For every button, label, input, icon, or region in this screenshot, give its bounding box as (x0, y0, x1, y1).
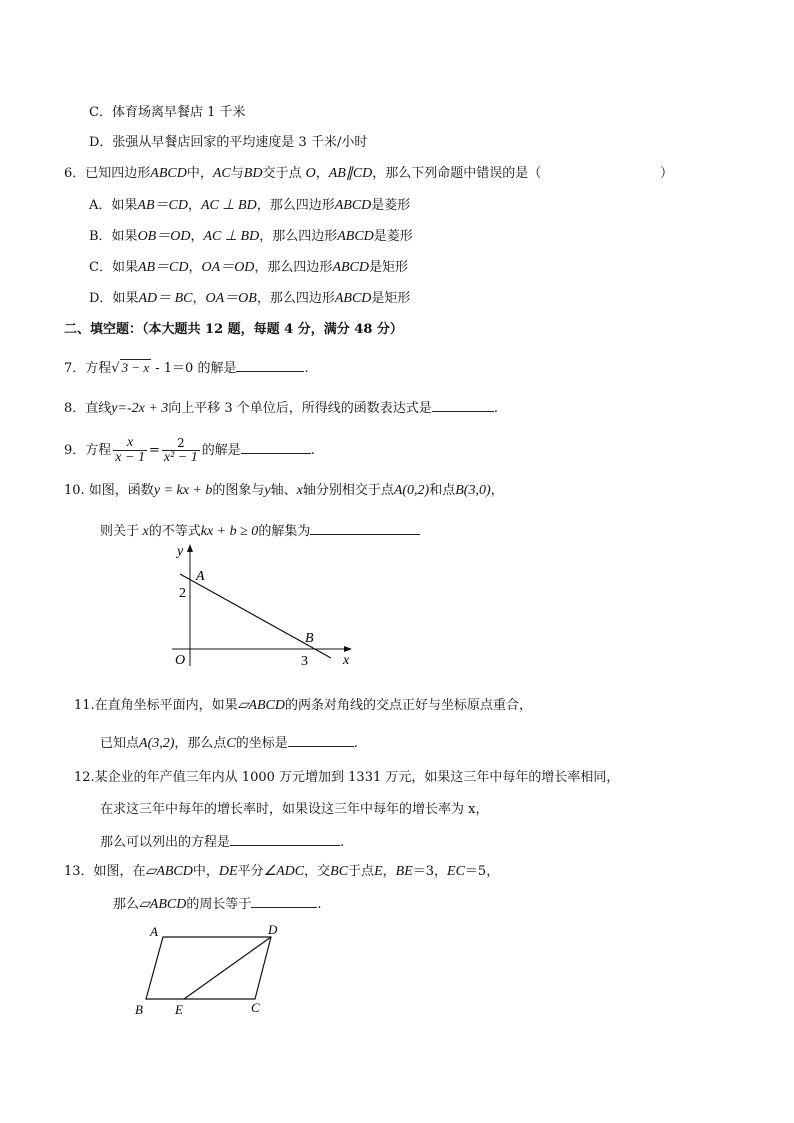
q7 (64, 358, 309, 378)
q6-option-c (89, 259, 408, 277)
q13-text: 那么 (113, 897, 140, 912)
label-a: A (196, 569, 205, 584)
q6-text: ， (315, 166, 329, 181)
q10-text: 轴分别相交于点 (302, 483, 394, 498)
q13-parallelogram: ▱ABCD (139, 897, 187, 912)
section-title: 二、填空题： (64, 322, 143, 337)
q13-figure (130, 920, 290, 1020)
q9-num2: 2 (162, 436, 200, 451)
label-y: y (177, 544, 184, 559)
q9-den1: x − 1 (115, 450, 145, 465)
q13-be: BE (395, 864, 413, 879)
tick-2: 2 (179, 586, 186, 601)
label-b: B (305, 631, 314, 646)
option-cond2: AC ⊥ BD (200, 198, 257, 213)
x-axis-arrow-icon (344, 646, 352, 652)
label-c: C (251, 1000, 260, 1015)
q7-end: . (304, 361, 309, 376)
q9 (64, 434, 315, 468)
sqrt-symbol: √ (111, 361, 120, 376)
q10-text: 轴、 (270, 483, 297, 498)
q13-text: ＝5， (464, 864, 500, 879)
option-label: D．如果 (89, 291, 139, 306)
option-quad: ABCD (334, 198, 372, 213)
q9-end: . (310, 443, 315, 458)
label-x: x (343, 653, 350, 668)
q6-option-d (89, 290, 410, 308)
q11-answer-blank[interactable] (288, 733, 354, 747)
tick-3: 3 (301, 654, 308, 669)
q13-bc: BC (330, 864, 349, 879)
q11-text: 的坐标是 (235, 736, 288, 751)
q10-graph (160, 538, 370, 673)
q10-x: x (139, 524, 149, 539)
q9-rest: 的解是 (201, 443, 241, 458)
option-result: 是矩形 (371, 291, 411, 306)
option-cond2: AC ⊥ BD (203, 229, 260, 244)
section-desc: （本大题共 12 题，每题 4 分，满分 48 分） (142, 322, 403, 337)
label-e: E (175, 1002, 183, 1017)
option-quad: ABCD (337, 229, 374, 244)
q6-ac: AC (212, 166, 231, 181)
q9-num1: x (113, 436, 147, 451)
q7-prefix: 7．方程 (64, 361, 112, 376)
q11-point-c: C (226, 736, 236, 751)
q12-end: . (340, 835, 345, 850)
q11-text: 11.在直角坐标平面内，如果 (74, 698, 238, 713)
q13-text: ＝3， (412, 864, 448, 879)
q9-fraction-2 (162, 436, 200, 465)
option-sep: ， (187, 198, 201, 213)
option-then: ，那么四边形 (254, 260, 333, 275)
q8-end: . (493, 401, 498, 416)
option-sep: ， (190, 229, 204, 244)
option-then: ，那么四边形 (259, 229, 338, 244)
option-cond1: OB＝OD (137, 229, 191, 244)
q11-point-a: A(3,2) (139, 736, 175, 751)
q10-inequality: kx + b ≥ 0 (200, 524, 259, 539)
q13-end: . (317, 897, 322, 912)
q6-option-b (89, 228, 413, 246)
q9-prefix: 9．方程 (64, 443, 112, 458)
q6-o: O (305, 166, 316, 181)
q10-line1 (64, 482, 504, 500)
q6-text: 中， (186, 166, 213, 181)
parallelogram (146, 937, 271, 999)
q13-de: DE (218, 864, 238, 879)
section-heading (64, 321, 403, 339)
option-result: 是矩形 (369, 260, 409, 275)
q13-text: ，交 (304, 864, 331, 879)
q6-bd: BD (243, 166, 263, 181)
q10-point-a: A(0,2) (393, 483, 430, 498)
q13-answer-blank[interactable] (251, 894, 317, 908)
q11-end: . (353, 736, 358, 751)
q8-prefix: 8．直线 (64, 401, 112, 416)
q13-text: 13．如图，在 (64, 864, 146, 879)
q12-text: 那么可以列出的方程是 (100, 835, 231, 850)
q13-line1 (64, 863, 499, 881)
q13-text: 中， (192, 864, 219, 879)
q11-text: 的两条对角线的交点正好与坐标原点重合， (285, 698, 533, 713)
option-then: ，那么四边形 (256, 198, 335, 213)
q9-den2: x² − 1 (163, 450, 198, 465)
q7-answer-blank[interactable] (236, 358, 304, 372)
label-d: D (268, 922, 278, 937)
q6-text: 交于点 (262, 166, 302, 181)
q8 (64, 398, 498, 418)
q13-text: 于点 (348, 864, 375, 879)
q6-stem-end: ，那么下列命题中错误的是（ (372, 166, 542, 181)
q12-line1: 12.某企业的年产值三年内从 1000 万元增加到 1331 万元，如果这三年中每年的增长率相同， (74, 770, 620, 785)
q12-answer-blank[interactable] (230, 832, 340, 846)
label-b: B (135, 1002, 143, 1017)
q11-line2 (100, 733, 358, 753)
q6-abcd: ABCD (150, 166, 187, 181)
option-sep: ， (188, 260, 202, 275)
q5-option-c: C．体育场离早餐店 1 千米 (89, 105, 246, 120)
q9-fraction-1 (113, 436, 147, 465)
option-cond2: OA＝OB (205, 291, 257, 306)
option-sep: ， (192, 291, 206, 306)
q6-paren-close: ） (660, 166, 674, 181)
q13-line2 (113, 894, 322, 914)
q10-y: y (264, 483, 271, 498)
q10-text: 的不等式 (148, 524, 201, 539)
option-result: 是菱形 (371, 198, 411, 213)
label-origin: O (175, 653, 186, 668)
option-cond1: AB＝CD (137, 260, 189, 275)
q10-text: 10. 如图，函数 (64, 483, 154, 498)
q11-text: ，那么点 (174, 736, 227, 751)
option-then: ，那么四边形 (256, 291, 335, 306)
option-label: B．如果 (89, 229, 138, 244)
option-label: A．如果 (89, 198, 138, 213)
q8-answer-blank[interactable] (432, 398, 494, 412)
q10-answer-blank[interactable] (310, 521, 420, 535)
q10-text: ， (490, 483, 504, 498)
option-quad: ABCD (332, 260, 369, 275)
q12-line3 (100, 832, 344, 852)
q6-stem (64, 165, 541, 183)
q9-eq: = (148, 443, 160, 458)
q13-text: 平分 (237, 864, 264, 879)
q13-angle: ∠ADC (263, 864, 305, 879)
q13-parallelogram: ▱ABCD (145, 864, 193, 879)
y-axis-arrow-icon (187, 544, 193, 552)
q8-rest: 向上平移 3 个单位后，所得线的函数表达式是 (168, 401, 432, 416)
q6-option-a (89, 197, 410, 215)
q10-text: 的图象与 (212, 483, 265, 498)
q6-stem-prefix: 6．已知四边形 (64, 166, 151, 181)
q6-text: 与 (230, 166, 244, 181)
option-result: 是菱形 (373, 229, 413, 244)
q7-rest: - 1＝0 的解是 (151, 361, 237, 376)
q10-point-b: B(3,0) (455, 483, 491, 498)
q10-text: 则关于 (100, 524, 140, 539)
q12-line2: 在求这三年中每年的增长率时，如果设这三年中每年的增长率为 x， (100, 802, 489, 817)
q8-expr: y=-2x + 3 (111, 401, 169, 416)
q13-ec: EC (447, 864, 465, 879)
q10-text: 和点 (429, 483, 456, 498)
option-cond1: AD＝ BC (138, 291, 193, 306)
option-cond2: OA＝OD (201, 260, 255, 275)
option-quad: ABCD (334, 291, 372, 306)
q13-e: E (374, 864, 383, 879)
q13-text: 的周长等于 (186, 897, 252, 912)
q7-radicand: 3 − x (121, 360, 150, 375)
q5-option-d: D．张强从早餐店回家的平均速度是 3 千米/小时 (89, 135, 368, 150)
option-cond1: AB＝CD (137, 198, 188, 213)
q10-x: x (296, 483, 303, 498)
label-a: A (150, 924, 158, 939)
q10-text: 的解集为 (258, 524, 311, 539)
q13-text: ， (382, 864, 396, 879)
option-label: C．如果 (89, 260, 138, 275)
q11-parallelogram: ▱ABCD (237, 698, 286, 713)
q10-func: y = kx + b (153, 483, 213, 498)
q6-parallel: AB∥CD (328, 166, 373, 181)
q11-text: 已知点 (100, 736, 140, 751)
q11-line1 (74, 697, 532, 715)
q9-answer-blank[interactable] (241, 440, 311, 454)
